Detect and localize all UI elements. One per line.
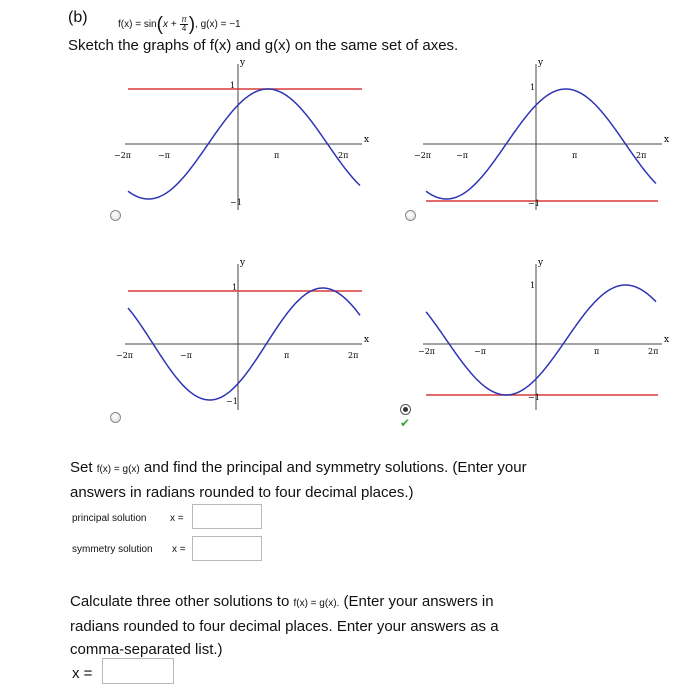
tick-label-2pi: 2π	[348, 351, 359, 360]
tick-label-2pi: 2π	[648, 347, 659, 356]
symmetry-x-eq: x =	[172, 544, 186, 555]
x-axis-label: x	[364, 135, 370, 145]
tick-label-neg-2pi: −2π	[116, 351, 134, 360]
y-axis-label: y	[538, 258, 544, 268]
tick-label-2pi: 2π	[636, 151, 647, 160]
radio-option-b[interactable]	[405, 210, 416, 221]
sketch-instruction: Sketch the graphs of f(x) and g(x) on the same set of axes.	[68, 37, 459, 54]
y-tick-neg1: −1	[528, 393, 540, 402]
y-tick-neg1: −1	[528, 199, 540, 208]
y-tick-1: 1	[530, 281, 536, 290]
tick-label-neg-pi: −π	[158, 151, 170, 160]
tick-label-neg-2pi: −2π	[114, 151, 132, 160]
radio-option-c[interactable]	[110, 412, 121, 423]
pi-over-four: $\frac{\pi}{4}$	[181, 14, 187, 33]
list-x-eq: x =	[72, 665, 93, 682]
tick-label-neg-2pi: −2π	[414, 151, 432, 160]
other-solutions-input[interactable]	[102, 658, 174, 684]
graph-option-c[interactable]	[116, 258, 370, 413]
symmetry-solution-input[interactable]	[192, 536, 262, 561]
tick-label-2pi: 2π	[338, 151, 349, 160]
principal-label: principal solution	[72, 513, 147, 524]
given-functions: f(x) = sin(x + $\frac{\pi}{4}$ ), g(x) = −1	[118, 14, 241, 35]
f-equals-g: f(x) = g(x)	[96, 464, 140, 475]
g-definition: , g(x) = −1	[195, 19, 241, 30]
y-tick-1: 1	[232, 283, 238, 292]
tick-label-neg-2pi: −2π	[418, 347, 436, 356]
radio-option-a[interactable]	[110, 210, 121, 221]
tick-label-pi: π	[284, 351, 290, 360]
y-tick-neg1: −1	[230, 198, 242, 207]
tick-label-neg-pi: −π	[180, 351, 192, 360]
x-plus: x +	[162, 19, 177, 30]
f-definition: f(x) = sin	[118, 19, 157, 30]
y-axis-label: y	[240, 58, 246, 68]
part-label: (b)	[68, 9, 88, 26]
principal-solution-input[interactable]	[192, 504, 262, 529]
graph-option-b[interactable]	[414, 58, 673, 213]
tick-label-pi: π	[572, 151, 578, 160]
f-curve	[426, 285, 659, 395]
graph-option-d[interactable]	[418, 258, 673, 413]
y-axis-label: y	[538, 58, 544, 68]
f-equals-g-inline: f(x) = g(x).	[293, 598, 340, 609]
x-axis-label: x	[364, 335, 370, 345]
checkmark-icon: ✔	[400, 416, 411, 430]
tick-label-neg-pi: −π	[474, 347, 486, 356]
symmetry-label: symmetry solution	[72, 544, 153, 555]
set-instruction: Set f(x) = g(x) and find the principal and symmetry solutions. (Enter your answers in radians rounded to four decimal places.)	[70, 459, 527, 501]
y-axis-label: y	[240, 258, 246, 268]
tick-label-pi: π	[594, 347, 600, 356]
principal-x-eq: x =	[170, 513, 184, 524]
x-axis-label: x	[664, 335, 670, 345]
radio-option-d[interactable]	[400, 404, 411, 415]
y-tick-1: 1	[230, 81, 236, 90]
y-tick-neg1: −1	[226, 397, 238, 406]
y-tick-1: 1	[530, 83, 536, 92]
tick-label-neg-pi: −π	[456, 151, 468, 160]
graph-option-a[interactable]	[114, 58, 370, 213]
calculate-instruction: Calculate three other solutions to f(x) = g(x). (Enter your answers in radians rounded to four decimal places. Enter your answers as a comma-separated list.)	[70, 593, 499, 658]
tick-label-pi: π	[274, 151, 280, 160]
x-axis-label: x	[664, 135, 670, 145]
